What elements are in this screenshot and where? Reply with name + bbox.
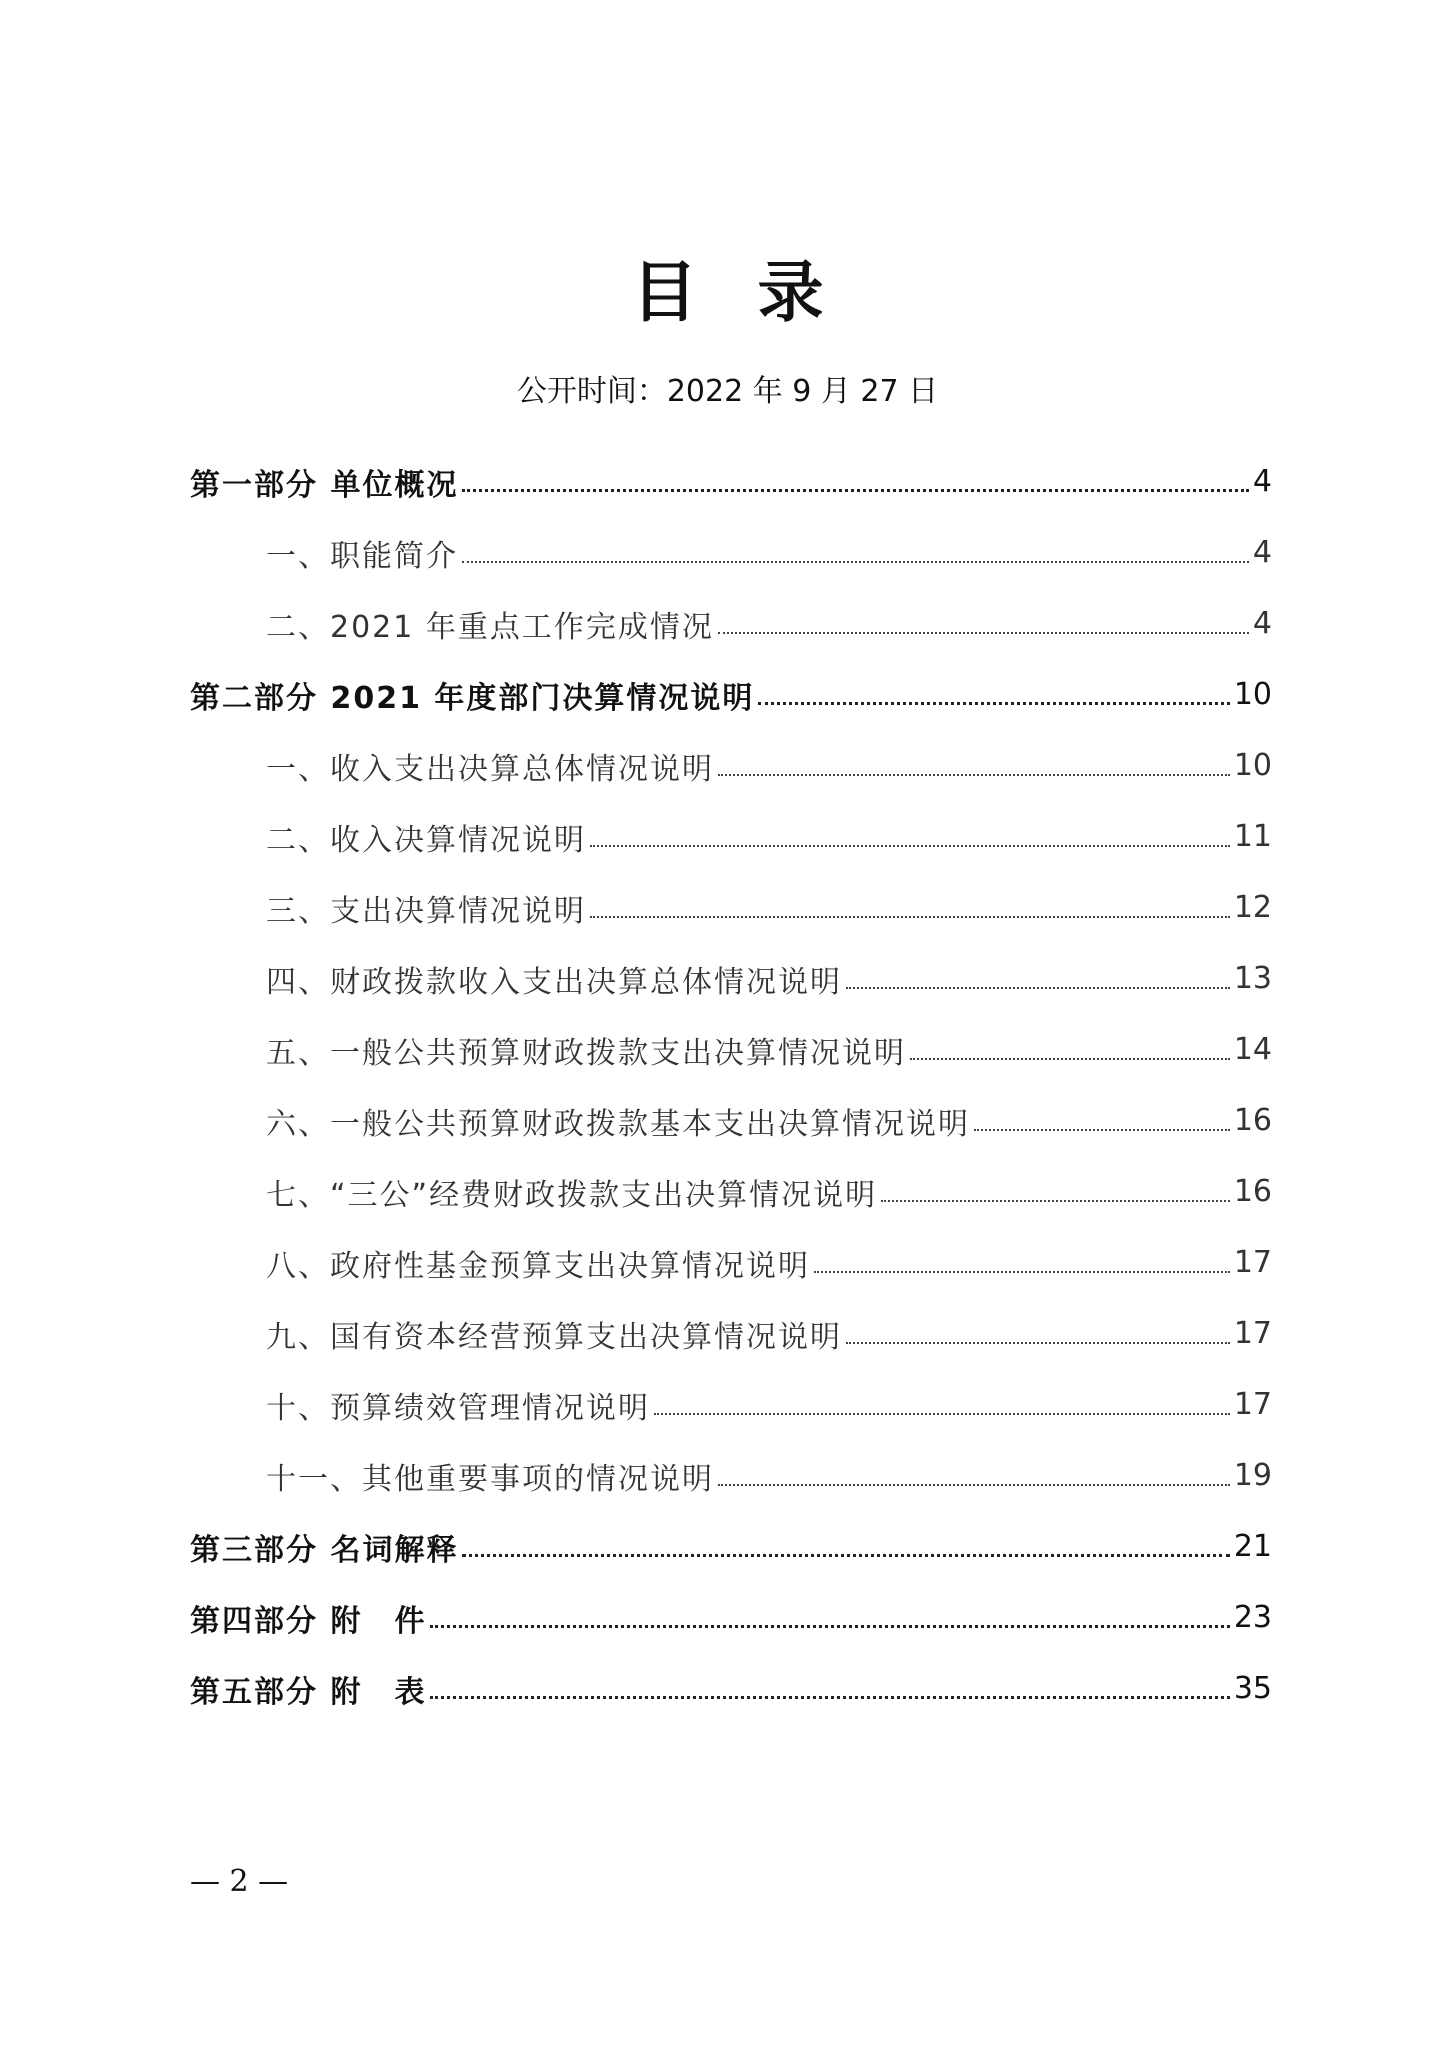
toc-entry-page: 21: [1233, 1529, 1272, 1564]
toc-entry-label: 十一、其他重要事项的情况说明: [266, 1461, 714, 1497]
toc-entry-label: 九、国有资本经营预算支出决算情况说明: [266, 1319, 842, 1355]
toc-entry-page: 17: [1233, 1316, 1272, 1351]
page-number-footer: — 2 —: [190, 1864, 289, 1899]
toc-entry-page: 19: [1233, 1458, 1272, 1493]
toc-entry-page: 23: [1233, 1600, 1272, 1635]
toc-entry-label: 一、收入支出决算总体情况说明: [266, 751, 714, 787]
toc-entry[interactable]: [190, 1511, 1272, 1582]
toc-entry-page: 35: [1233, 1671, 1272, 1706]
dot-leader: [462, 1554, 1229, 1557]
toc-entry-page: 16: [1233, 1174, 1272, 1209]
toc-entry-label: 六、一般公共预算财政拨款基本支出决算情况说明: [266, 1106, 970, 1142]
toc-entry-label: 二、收入决算情况说明: [266, 822, 586, 858]
toc-entry-label: 四、财政拨款收入支出决算总体情况说明: [266, 964, 842, 1000]
dot-leader: [718, 632, 1249, 634]
toc-entry-page: 10: [1233, 748, 1272, 783]
toc-entry-label: 第三部分 名词解释: [190, 1532, 459, 1568]
toc-entry-label: 十、预算绩效管理情况说明: [266, 1390, 650, 1426]
dot-leader: [430, 1696, 1229, 1699]
toc-entry-page: 4: [1252, 535, 1272, 570]
toc-entry-page: 14: [1233, 1032, 1272, 1067]
toc-entry-label: 第二部分 2021 年度部门决算情况说明: [190, 680, 755, 716]
toc-entry[interactable]: [190, 1653, 1272, 1724]
dot-leader: [590, 916, 1230, 918]
toc-entry[interactable]: [190, 659, 1272, 730]
toc-entry-label: 三、支出决算情况说明: [266, 893, 586, 929]
toc-entry-page: 12: [1233, 890, 1272, 925]
dot-leader: [846, 1342, 1230, 1344]
toc-entry[interactable]: [190, 446, 1272, 517]
toc-entry-label: 第五部分 附 表: [190, 1674, 427, 1710]
toc-entry-label: 一、职能简介: [266, 538, 458, 574]
dot-leader: [654, 1413, 1230, 1415]
toc-entry[interactable]: [190, 730, 1272, 801]
toc-entry-label: 七、“三公”经费财政拨款支出决算情况说明: [266, 1177, 878, 1213]
toc-entry[interactable]: [190, 1156, 1272, 1227]
toc-entry-label: 二、2021 年重点工作完成情况: [266, 609, 714, 645]
dot-leader: [881, 1200, 1230, 1202]
toc-entry[interactable]: [190, 588, 1272, 659]
dot-leader: [974, 1129, 1230, 1131]
toc-entry[interactable]: [190, 1227, 1272, 1298]
toc-entry[interactable]: [190, 943, 1272, 1014]
toc-entry[interactable]: [190, 1014, 1272, 1085]
dot-leader: [718, 774, 1230, 776]
table-of-contents: [190, 446, 1272, 1724]
toc-entry[interactable]: [190, 1369, 1272, 1440]
toc-entry-page: 17: [1233, 1387, 1272, 1422]
dot-leader: [462, 561, 1249, 563]
toc-entry[interactable]: [190, 801, 1272, 872]
toc-entry[interactable]: [190, 872, 1272, 943]
toc-entry-label: 八、政府性基金预算支出决算情况说明: [266, 1248, 810, 1284]
toc-entry-page: 17: [1233, 1245, 1272, 1280]
toc-entry-page: 16: [1233, 1103, 1272, 1138]
toc-entry-label: 五、一般公共预算财政拨款支出决算情况说明: [266, 1035, 906, 1071]
dot-leader: [590, 845, 1230, 847]
toc-entry-page: 13: [1233, 961, 1272, 996]
toc-entry-page: 11: [1233, 819, 1272, 854]
dot-leader: [758, 702, 1229, 705]
publish-date: 公开时间：2022 年 9 月 27 日: [516, 374, 939, 409]
toc-entry[interactable]: [190, 517, 1272, 588]
toc-entry[interactable]: [190, 1582, 1272, 1653]
toc-entry[interactable]: [190, 1085, 1272, 1156]
toc-entry[interactable]: [190, 1440, 1272, 1511]
toc-entry-label: 第四部分 附 件: [190, 1603, 427, 1639]
toc-entry-label: 第一部分 单位概况: [190, 467, 459, 503]
dot-leader: [718, 1484, 1230, 1486]
toc-entry[interactable]: [190, 1298, 1272, 1369]
dot-leader: [910, 1058, 1230, 1060]
toc-entry-page: 4: [1252, 464, 1272, 499]
dot-leader: [846, 987, 1230, 989]
document-title: 目录: [631, 253, 884, 331]
toc-entry-page: 4: [1252, 606, 1272, 641]
dot-leader: [430, 1625, 1229, 1628]
toc-entry-page: 10: [1233, 677, 1272, 712]
dot-leader: [462, 489, 1248, 492]
dot-leader: [814, 1271, 1230, 1273]
